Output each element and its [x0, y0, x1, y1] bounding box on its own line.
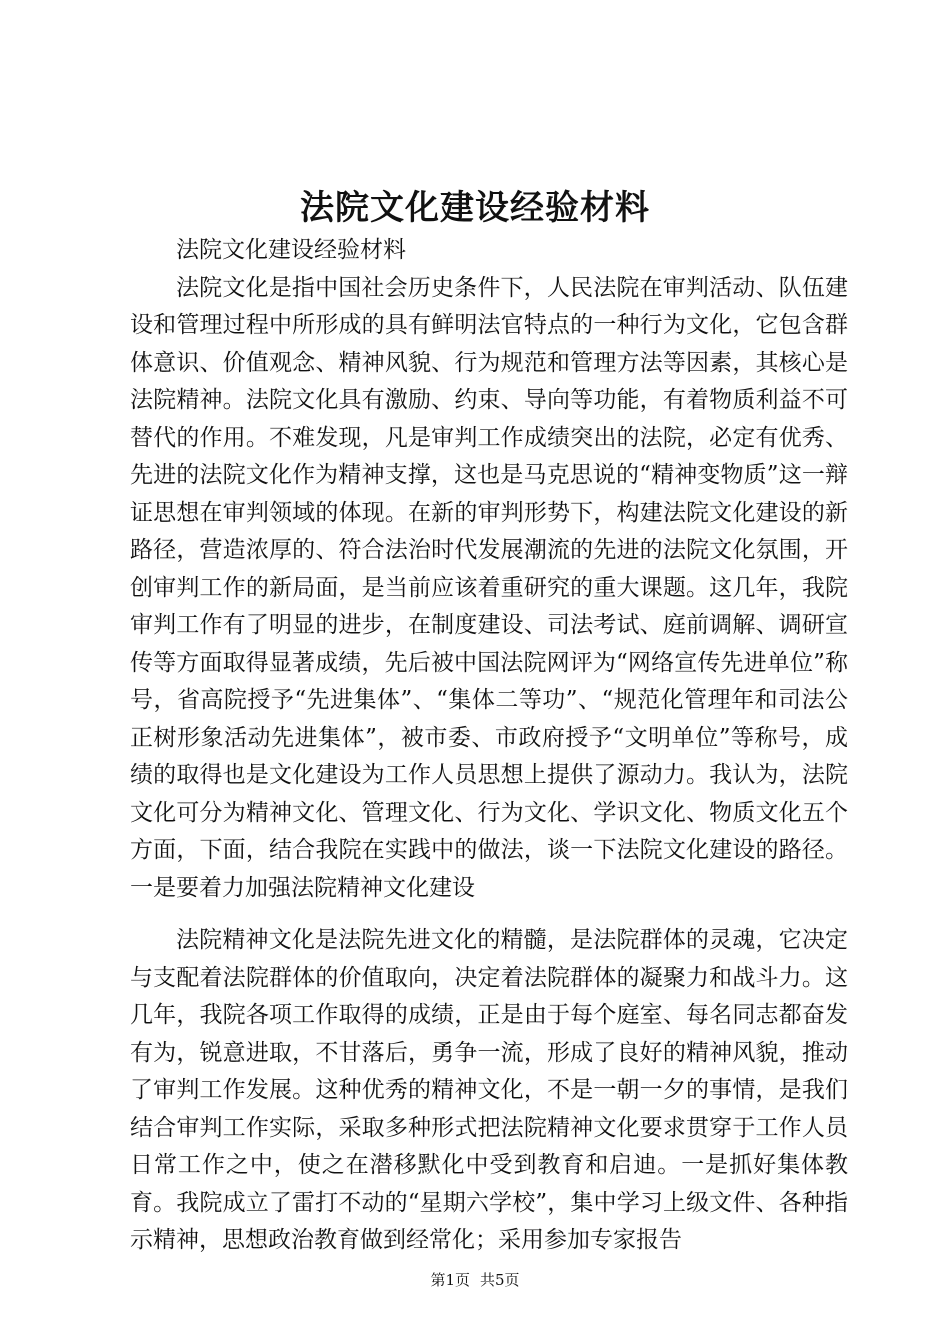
body-paragraph-spirit-culture: 法院精神文化是法院先进文化的精髓，是法院群体的灵魂，它决定与支配着法院群体的价值取向，决定着法院群体的凝聚力和战斗力。这几年，我院各项工作取得的成绩，正是由于每个庭室、每名同志都奋发有为，锐意进取，不甘落后，勇争一流，形成了良好的精神风貌，推动了审判工作发展。这种优秀的精神文化，不是一朝一夕的事情，是我们结合审判工作实际，采取多种形式把法院精神文化要求贯穿于工作人员日常工作之中，使之在潜移默化中受到教育和启迪。一是抓好集体教育。我院成立了雷打不动的“星期六学校”，集中学习上级文件、各种指示精神，思想政治教育做到经常化；采用参加专家报告 — [130, 927, 848, 1253]
body-paragraph-subtitle: 法院文化建设经验材料 — [176, 237, 406, 263]
page-number: 第1页 — [430, 1271, 470, 1289]
body-paragraph-intro: 法院文化是指中国社会历史条件下，人民法院在审判活动、队伍建设和管理过程中所形成的具有鲜明法官特点的一种行为文化，它包含群体意识、价值观念、精神风貌、行为规范和管理方法等因素，其核心是法院精神。法院文化具有激励、约束、导向等功能，有着物质利益不可替代的作用。不难发现，凡是审判工作成绩突出的法院，必定有优秀、先进的法院文化作为精神支撑，这也是马克思说的“精神变物质”这一辩证思想在审判领域的体现。在新的审判形势下，构建法院文化建设的新路径，营造浓厚的、符合法治时代发展潮流的先进的法院文化氛围，开创审判工作的新局面，是当前应该着重研究的重大课题。这几年，我院审判工作有了明显的进步，在制度建设、司法考试、庭前调解、调研宣传等方面取得显著成绩，先后被中国法院网评为“网络宣传先进单位”称号，省高院授予“先进集体”、“集体二等功”、“规范化管理年和司法公正树形象活动先进集体”，被市委、市政府授予“文明单位”等称号，成绩的取得也是文化建设为工作人员思想上提供了源动力。我认为，法院文化可分为精神文化、管理文化、行为文化、学识文化、物质文化五个方面，下面，结合我院在实践中的做法，谈一下法院文化建设的路径。一是要着力加强法院精神文化建设 — [130, 274, 848, 901]
document-body — [130, 232, 848, 1260]
page-total: 共5页 — [480, 1271, 520, 1289]
document-title: 法院文化建设经验材料 — [300, 188, 650, 228]
page-footer — [0, 1268, 950, 1292]
